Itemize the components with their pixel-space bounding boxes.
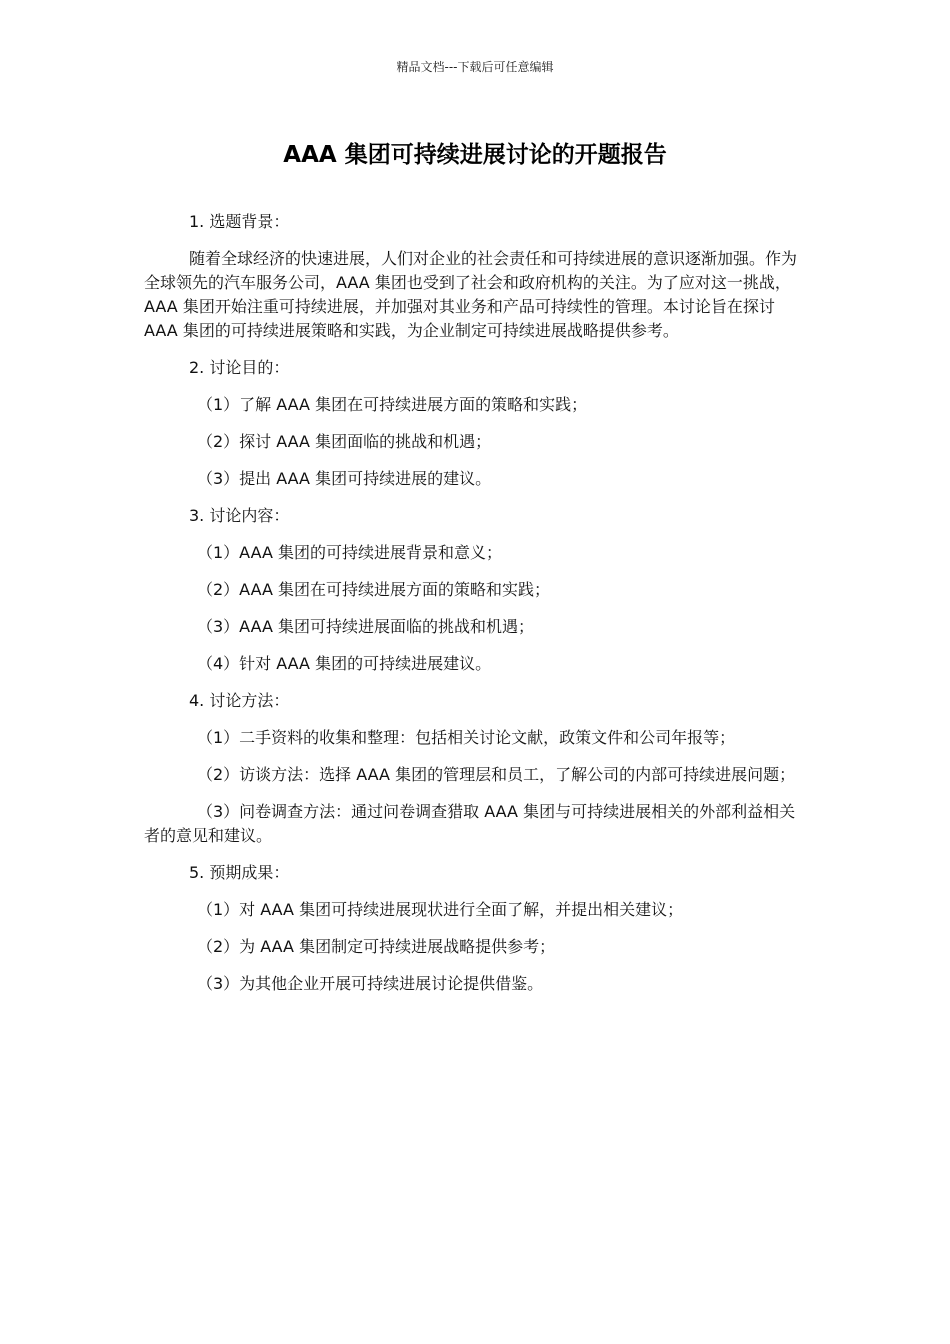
purpose-item: （1）了解 AAA 集团在可持续进展方面的策略和实践； <box>197 395 588 414</box>
content-item: （2）AAA 集团在可持续进展方面的策略和实践； <box>197 580 550 599</box>
background-paragraph: 随着全球经济的快速进展，人们对企业的社会责任和可持续进展的意识逐渐加强。作为全球领先的汽车服务公司，AAA 集团也受到了社会和政府机构的关注。为了应对这一挑战，AAA 集团开始注重可持续进展，并加强对其业务和产品可持续性的管理。本讨论旨在探讨 AAA 集团的可持续进展策略和实践，为企业制定可持续进展战略提供参考。 <box>144 249 798 340</box>
section-heading-outcomes: 5. 预期成果： <box>189 863 290 882</box>
document-body <box>144 210 809 1009</box>
section-heading-background: 1. 选题背景： <box>189 212 290 231</box>
method-item: （3）问卷调查方法：通过问卷调查猎取 AAA 集团与可持续进展相关的外部利益相关者的意见和建议。 <box>144 802 796 845</box>
section-heading-content: 3. 讨论内容： <box>189 506 290 525</box>
outcome-item: （3）为其他企业开展可持续进展讨论提供借鉴。 <box>197 974 544 993</box>
method-item: （2）访谈方法：选择 AAA 集团的管理层和员工，了解公司的内部可持续进展问题； <box>197 765 796 784</box>
section-heading-method: 4. 讨论方法： <box>189 691 290 710</box>
method-item: （1）二手资料的收集和整理：包括相关讨论文献，政策文件和公司年报等； <box>197 728 736 747</box>
section-heading-purpose: 2. 讨论目的： <box>189 358 290 377</box>
outcome-item: （1）对 AAA 集团可持续进展现状进行全面了解，并提出相关建议； <box>197 900 684 919</box>
content-item: （4）针对 AAA 集团的可持续进展建议。 <box>197 654 492 673</box>
purpose-item: （3）提出 AAA 集团可持续进展的建议。 <box>197 469 492 488</box>
document-title: AAA 集团可持续进展讨论的开题报告 <box>283 142 667 168</box>
content-item: （3）AAA 集团可持续进展面临的挑战和机遇； <box>197 617 534 636</box>
purpose-item: （2）探讨 AAA 集团面临的挑战和机遇； <box>197 432 492 451</box>
page-header: 精品文档---下载后可任意编辑 <box>396 60 554 74</box>
content-item: （1）AAA 集团的可持续进展背景和意义； <box>197 543 502 562</box>
outcome-item: （2）为 AAA 集团制定可持续进展战略提供参考； <box>197 937 556 956</box>
